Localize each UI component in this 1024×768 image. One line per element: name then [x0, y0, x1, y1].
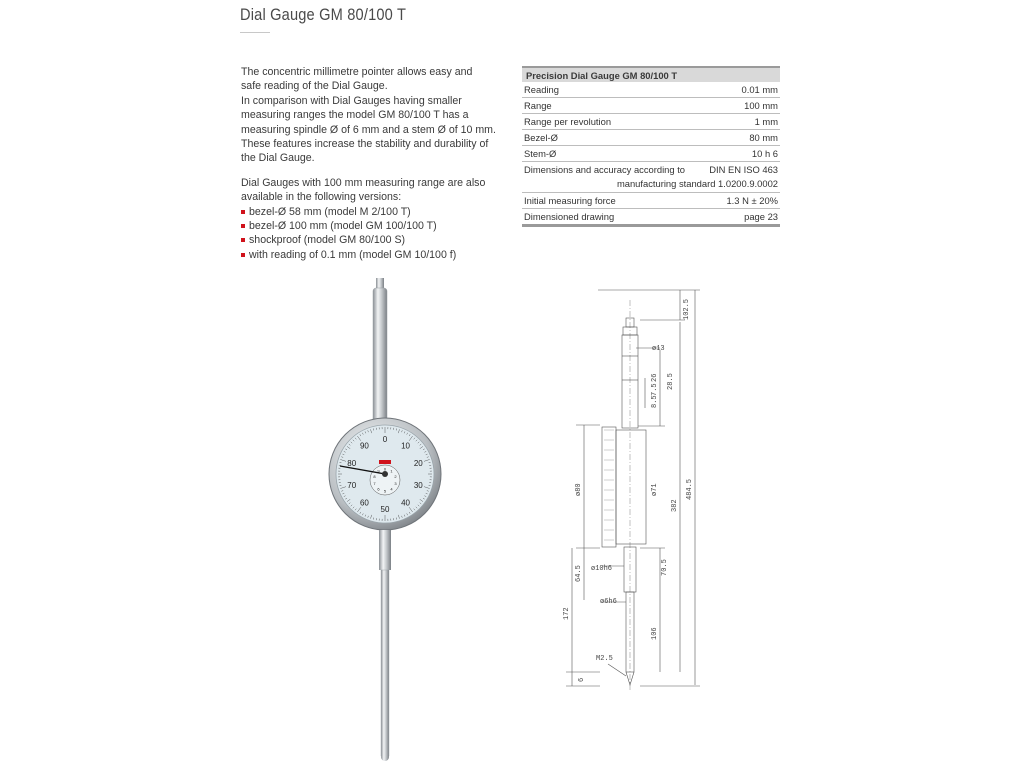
spec-label: Initial measuring force	[524, 195, 616, 206]
intro-line: measuring ranges the model GM 80/100 T has a	[241, 109, 469, 122]
spec-value: DIN EN ISO 463	[709, 164, 778, 175]
intro-line: In comparison with Dial Gauges having smaller	[241, 94, 462, 107]
spec-value: 1 mm	[754, 116, 778, 127]
dim-label: 8.5	[651, 395, 659, 408]
dial-inner-label: 1	[390, 468, 393, 474]
dial-inner-label: 9	[377, 468, 380, 474]
dim-label: M2.5	[596, 655, 613, 663]
dial-outer-label: 20	[413, 459, 423, 469]
dial-inner-label: 8	[373, 474, 376, 480]
dial-outer-label: 30	[413, 480, 423, 490]
spec-value: manufacturing standard 1.0200.9.0002	[616, 178, 778, 189]
page-title: Dial Gauge GM 80/100 T	[240, 5, 407, 24]
dim-label: 102.5	[683, 298, 691, 320]
dial-inner-label: 6	[377, 486, 380, 492]
intro-line: measuring spindle Ø of 6 mm and a stem Ø of 10 mm.	[241, 123, 496, 136]
versions-intro-line: Dial Gauges with 100 mm measuring range are also	[241, 176, 486, 189]
spec-value: 10 h 6	[751, 148, 778, 159]
dim-label: ø71	[651, 483, 659, 496]
dim-label: ø10h6	[591, 565, 613, 573]
dim-label: ø6h6	[600, 598, 617, 606]
spec-label: Stem-Ø	[524, 148, 557, 159]
spec-value: 1.3 N ± 20%	[726, 195, 778, 206]
intro-line: These features increase the stability and durability of	[241, 138, 489, 151]
spec-value: page 23	[744, 211, 778, 222]
spec-label: Dimensioned drawing	[524, 211, 615, 222]
dial-outer-label: 50	[380, 505, 390, 514]
version-item: bezel-Ø 58 mm (model M 2/100 T)	[241, 205, 506, 219]
dial-outer-label: 80	[347, 459, 357, 469]
spec-label: Dimensions and accuracy according to	[524, 164, 686, 175]
spec-value: 0.01 mm	[741, 84, 778, 95]
dial-inner-label: 7	[373, 480, 376, 486]
version-item: shockproof (model GM 80/100 S)	[241, 233, 506, 247]
spec-label: Bezel-Ø	[524, 132, 558, 143]
intro-line: the Dial Gauge.	[241, 152, 315, 165]
dial-outer-label: 90	[359, 441, 369, 451]
dim-label: 106	[651, 627, 659, 640]
dial-outer-label: 0	[382, 435, 388, 444]
dial-outer-label: 70	[347, 480, 357, 490]
dim-label: 6	[578, 677, 586, 682]
dial-outer-label: 40	[401, 498, 411, 508]
spec-label: Range	[524, 100, 552, 111]
spec-label: Range per revolution	[524, 116, 612, 127]
dim-label: 172	[563, 607, 571, 620]
dim-label: 484.5	[686, 478, 694, 500]
versions-intro-line: available in the following versions:	[241, 191, 402, 204]
dial-outer-label: 10	[401, 441, 411, 451]
dial-outer-label: 60	[359, 498, 369, 508]
dim-label: ø80	[575, 483, 583, 496]
dial-inner-label: 4	[390, 486, 393, 492]
spec-value: 100 mm	[744, 100, 778, 111]
dim-label: 28.5	[667, 373, 675, 390]
version-item: bezel-Ø 100 mm (model GM 100/100 T)	[241, 219, 506, 233]
dial-inner-label: 3	[394, 480, 397, 486]
version-item: with reading of 0.1 mm (model GM 10/100 f)	[241, 248, 506, 262]
dim-label: ø13	[652, 345, 665, 353]
dim-label: 26	[651, 373, 659, 382]
spec-value: 80 mm	[749, 132, 778, 143]
intro-line: The concentric millimetre pointer allows easy and	[241, 66, 473, 78]
dim-label: 70.5	[661, 559, 669, 576]
dim-label: 64.5	[575, 565, 583, 582]
spec-label: Reading	[524, 84, 559, 95]
dial-inner-label: 2	[394, 474, 397, 480]
spec-table-title: Precision Dial Gauge GM 80/100 T	[522, 66, 780, 82]
intro-line: safe reading of the Dial Gauge.	[241, 80, 388, 93]
dial-inner-label: 0	[383, 466, 387, 472]
dial-inner-label: 5	[383, 488, 387, 494]
dim-label: 382	[671, 499, 679, 512]
dim-label: 7.5	[651, 383, 659, 396]
